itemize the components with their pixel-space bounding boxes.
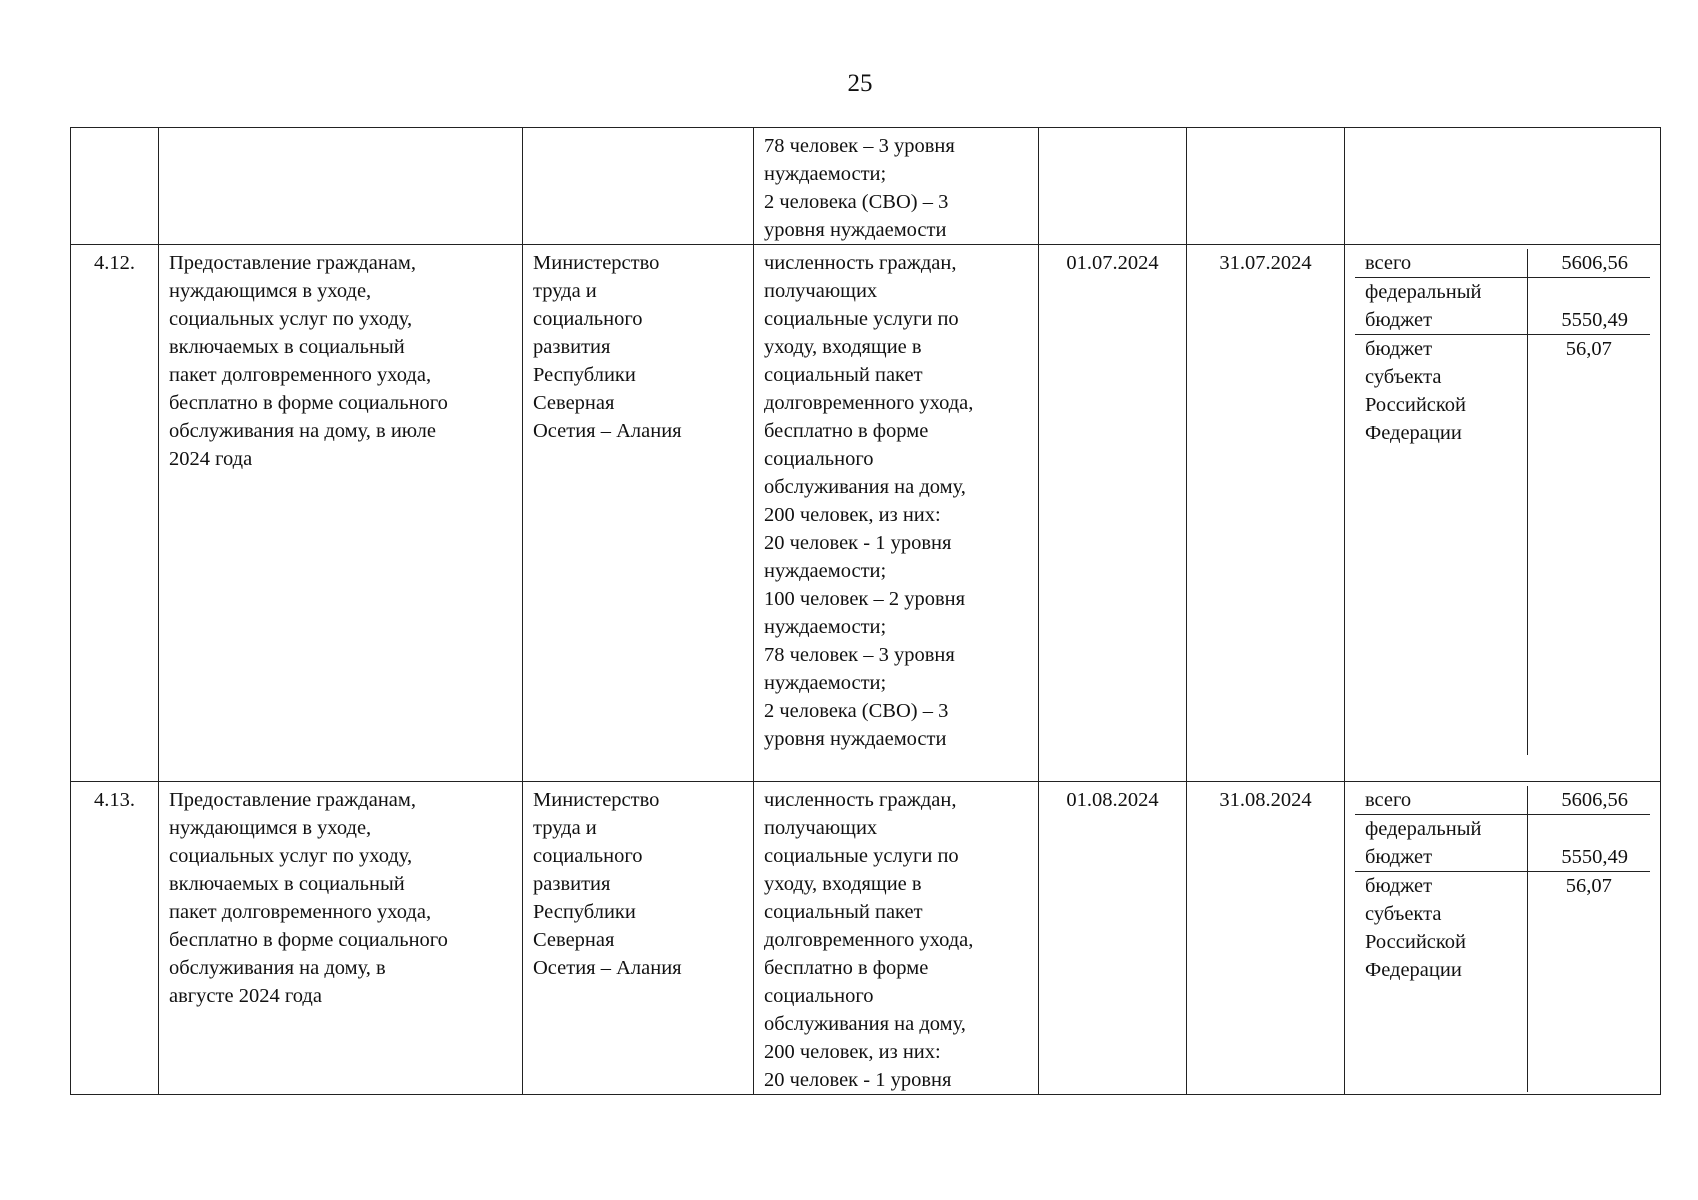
- indicator-line: 2 человека (СВО) – 3: [764, 700, 949, 722]
- row-executor: [523, 245, 754, 782]
- indicator-line: 200 человек, из них:: [764, 504, 941, 526]
- finance-total-value: 5606,56: [1527, 786, 1650, 815]
- row-description: [159, 245, 523, 782]
- finance-regional-value: 56,07: [1565, 875, 1612, 897]
- page-number: 25: [847, 70, 873, 97]
- finance-federal-value: 5550,49: [1527, 815, 1650, 872]
- finance-federal-label: [1355, 815, 1527, 872]
- finance-breakdown: [1355, 786, 1650, 1092]
- description-line: 2024 года: [169, 448, 253, 470]
- finance-federal-value: 5550,49: [1527, 278, 1650, 335]
- executor-line: труда и: [533, 280, 597, 302]
- indicator-line: 100 человек – 2 уровня: [764, 588, 966, 610]
- description-line: обслуживания на дому, в июле: [169, 420, 436, 442]
- finance-cell: [1345, 782, 1661, 1095]
- table-row: [71, 245, 1661, 782]
- cell-indicator: [754, 128, 1039, 245]
- indicator-line: социальный пакет: [764, 364, 923, 386]
- finance-regional-label-line: субъекта: [1365, 903, 1442, 925]
- finance-regional-label-line: Российской: [1365, 931, 1467, 953]
- indicator-line: 2 человека (СВО) – 3: [764, 191, 949, 213]
- indicator-line: социальные услуги по: [764, 845, 959, 867]
- finance-regional-label: [1355, 335, 1527, 755]
- row-indicator: [754, 245, 1039, 782]
- cell-end-date: [1187, 128, 1345, 245]
- description-line: Предоставление гражданам,: [169, 789, 417, 811]
- indicator-line: численность граждан,: [764, 252, 957, 274]
- indicator-line: нуждаемости;: [764, 616, 887, 638]
- indicator-line: численность граждан,: [764, 789, 957, 811]
- indicator-line: нуждаемости;: [764, 163, 887, 185]
- description-line: нуждающимся в уходе,: [169, 817, 372, 839]
- finance-federal-label: [1355, 278, 1527, 335]
- cell-start-date: [1039, 128, 1187, 245]
- finance-regional-label-line: субъекта: [1365, 366, 1442, 388]
- executor-line: Осетия – Алания: [533, 420, 682, 442]
- indicator-line: уходу, входящие в: [764, 873, 922, 895]
- indicator-line: 20 человек - 1 уровня: [764, 1069, 952, 1091]
- indicator-line: социального: [764, 985, 874, 1007]
- executor-line: социального: [533, 845, 643, 867]
- finance-regional-label-line: бюджет: [1365, 338, 1433, 360]
- finance-regional-label-line: Федерации: [1365, 959, 1462, 981]
- indicator-line: социальные услуги по: [764, 308, 959, 330]
- description-line: пакет долговременного ухода,: [169, 364, 432, 386]
- executor-line: социального: [533, 308, 643, 330]
- executor-line: развития: [533, 873, 611, 895]
- finance-regional-label-line: бюджет: [1365, 875, 1433, 897]
- cell-number: [71, 128, 159, 245]
- executor-line: Министерство: [533, 789, 660, 811]
- finance-cell: [1345, 245, 1661, 782]
- description-line: включаемых в социальный: [169, 873, 405, 895]
- cell-finance: [1345, 128, 1661, 245]
- finance-federal-label-line: федеральный: [1365, 818, 1482, 840]
- finance-federal-label-line: бюджет: [1365, 309, 1433, 331]
- row-description: [159, 782, 523, 1095]
- executor-line: труда и: [533, 817, 597, 839]
- indicator-line: получающих: [764, 817, 878, 839]
- description-line: Предоставление гражданам,: [169, 252, 417, 274]
- indicator-line: бесплатно в форме: [764, 420, 929, 442]
- start-date: 01.08.2024: [1039, 782, 1187, 1095]
- indicator-line: обслуживания на дому,: [764, 476, 966, 498]
- indicator-line: 78 человек – 3 уровня: [764, 135, 955, 157]
- description-line: бесплатно в форме социального: [169, 929, 448, 951]
- activity-table: [70, 127, 1661, 1095]
- description-line: бесплатно в форме социального: [169, 392, 448, 414]
- finance-federal-label-line: бюджет: [1365, 846, 1433, 868]
- row-executor: [523, 782, 754, 1095]
- executor-line: развития: [533, 336, 611, 358]
- executor-line: Министерство: [533, 252, 660, 274]
- finance-regional-value: 56,07: [1565, 338, 1612, 360]
- finance-federal-label-line: федеральный: [1365, 281, 1482, 303]
- row-number: 4.12.: [71, 245, 159, 782]
- table-row: [71, 782, 1661, 1095]
- finance-total-label: всего: [1355, 249, 1527, 278]
- description-line: включаемых в социальный: [169, 336, 405, 358]
- indicator-line: 200 человек, из них:: [764, 1041, 941, 1063]
- description-line: социальных услуг по уходу,: [169, 845, 413, 867]
- indicator-line: долговременного ухода,: [764, 929, 974, 951]
- executor-line: Северная: [533, 929, 615, 951]
- indicator-line: долговременного ухода,: [764, 392, 974, 414]
- indicator-line: 20 человек - 1 уровня: [764, 532, 952, 554]
- indicator-line: бесплатно в форме: [764, 957, 929, 979]
- indicator-line: социальный пакет: [764, 901, 923, 923]
- table-row-continuation: [71, 128, 1661, 245]
- end-date: 31.07.2024: [1187, 245, 1345, 782]
- cell-executor: [523, 128, 754, 245]
- executor-line: Северная: [533, 392, 615, 414]
- description-line: августе 2024 года: [169, 985, 322, 1007]
- indicator-line: получающих: [764, 280, 878, 302]
- finance-total-label: всего: [1355, 786, 1527, 815]
- executor-line: Республики: [533, 901, 636, 923]
- indicator-line: социального: [764, 448, 874, 470]
- indicator-line: уровня нуждаемости: [764, 728, 947, 750]
- executor-line: Осетия – Алания: [533, 957, 682, 979]
- indicator-line: нуждаемости;: [764, 560, 887, 582]
- finance-regional-label-line: Федерации: [1365, 422, 1462, 444]
- indicator-line: уровня нуждаемости: [764, 219, 947, 241]
- description-line: социальных услуг по уходу,: [169, 308, 413, 330]
- indicator-line: нуждаемости;: [764, 672, 887, 694]
- executor-line: Республики: [533, 364, 636, 386]
- finance-regional-label-line: Российской: [1365, 394, 1467, 416]
- end-date: 31.08.2024: [1187, 782, 1345, 1095]
- finance-total-value: 5606,56: [1527, 249, 1650, 278]
- finance-breakdown: [1355, 249, 1650, 755]
- indicator-line: уходу, входящие в: [764, 336, 922, 358]
- finance-regional-label: [1355, 872, 1527, 1092]
- row-indicator: [754, 782, 1039, 1095]
- cell-description: [159, 128, 523, 245]
- description-line: нуждающимся в уходе,: [169, 280, 372, 302]
- row-number: 4.13.: [71, 782, 159, 1095]
- description-line: обслуживания на дому, в: [169, 957, 386, 979]
- indicator-line: 78 человек – 3 уровня: [764, 644, 955, 666]
- indicator-line: обслуживания на дому,: [764, 1013, 966, 1035]
- description-line: пакет долговременного ухода,: [169, 901, 432, 923]
- start-date: 01.07.2024: [1039, 245, 1187, 782]
